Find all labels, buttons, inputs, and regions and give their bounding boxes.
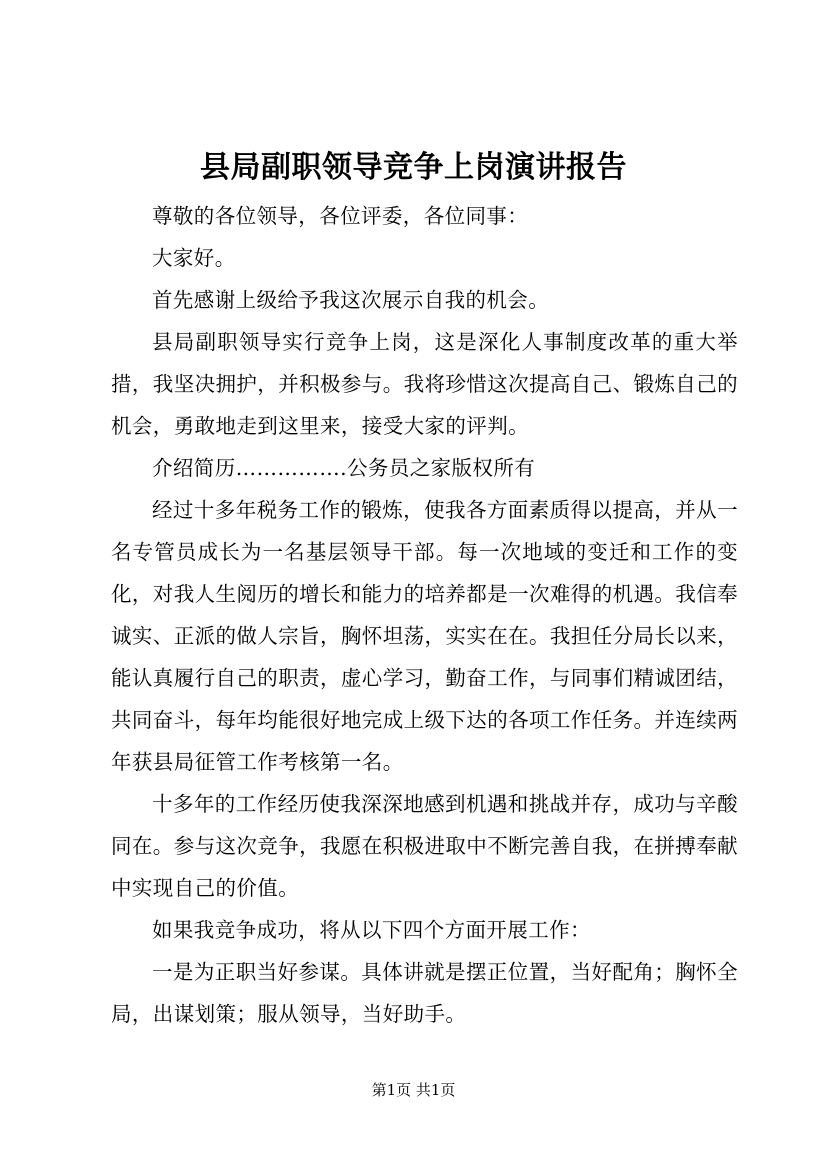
paragraph-support: 县局副职领导实行竞争上岗，这是深化人事制度改革的重大举措，我坚决拥护，并积极参与。我将珍惜这次提高自己、锻炼自己的机会，勇敢地走到这里来，接受大家的评判。 [111,330,738,438]
paragraph-resume-heading: 介绍简历…………….公务员之家版权所有 [152,456,536,480]
paragraph-salutation: 尊敬的各位领导，各位评委，各位同事： [152,204,529,228]
paragraph-thanks: 首先感谢上级给予我这次展示自我的机会。 [152,288,550,312]
paragraph-plan-intro: 如果我竞争成功，将从以下四个方面开展工作： [152,918,591,942]
paragraph-plan-one: 一是为正职当好参谋。具体讲就是摆正位置，当好配角；胸怀全局，出谋划策；服从领导，当好助手。 [111,960,738,1026]
page-footer: 第1页 共1页 [371,1081,456,1099]
document-body [111,195,738,1035]
paragraph-reflection: 十多年的工作经历使我深深地感到机遇和挑战并存，成功与辛酸同在。参与这次竞争，我愿在积极进取中不断完善自我，在拼搏奉献中实现自己的价值。 [111,792,738,900]
document-title: 县局副职领导竞争上岗演讲报告 [200,150,627,185]
paragraph-greeting: 大家好。 [152,246,236,270]
paragraph-experience: 经过十多年税务工作的锻炼，使我各方面素质得以提高，并从一名专管员成长为一名基层领导干部。每一次地域的变迁和工作的变化，对我人生阅历的增长和能力的培养都是一次难得的机遇。我信奉诚实、正派的做人宗旨，胸怀坦荡，实实在在。我担任分局长以来，能认真履行自己的职责，虚心学习，勤奋工作，与同事们精诚团结，共同奋斗，每年均能很好地完成上级下达的各项工作任务。并连续两年获县局征管工作考核第一名。 [111,498,738,774]
